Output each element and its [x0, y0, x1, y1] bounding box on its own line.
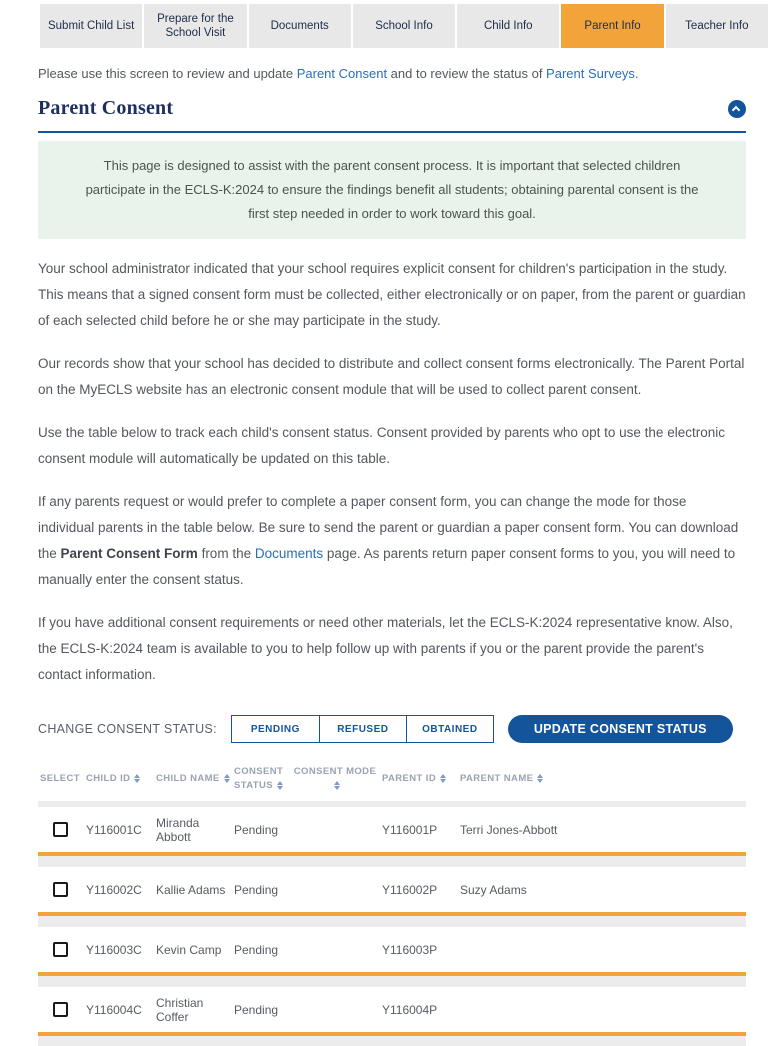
chevron-up-icon — [732, 106, 740, 114]
consent-status-header-label: CONSENT STATUS — [234, 765, 284, 791]
sort-icon — [134, 774, 140, 783]
page-content — [38, 66, 746, 1046]
sort-icon — [334, 781, 340, 790]
tab-submit-child-list[interactable]: Submit Child List — [40, 4, 142, 48]
tab-child-info[interactable]: Child Info — [457, 4, 559, 48]
parent-id-cell: Y116004P — [382, 1002, 438, 1017]
sort-icon — [277, 781, 283, 790]
documents-link[interactable]: Documents — [254, 546, 324, 561]
parent-surveys-link[interactable]: Parent Surveys — [546, 66, 635, 81]
update-consent-status-button[interactable]: UPDATE CONSENT STATUS — [508, 715, 733, 743]
child-name-cell: Christian Coffer — [156, 995, 204, 1024]
tab-parent-info[interactable]: Parent Info — [561, 4, 663, 48]
change-consent-status-label: CHANGE CONSENT STATUS: — [38, 722, 217, 736]
row-select-checkbox[interactable] — [53, 1002, 68, 1017]
child-id-header-label: CHILD ID — [86, 772, 131, 784]
column-header-child-id[interactable] — [82, 772, 152, 786]
consent-status-cell: Pending — [234, 882, 279, 897]
paragraph-paper-form — [38, 489, 746, 593]
paper-form-text-2: from the — [197, 546, 255, 561]
child-name-header-label: CHILD NAME — [156, 772, 220, 784]
column-header-parent-id[interactable] — [378, 772, 456, 786]
consent-status-cell: Pending — [234, 1002, 279, 1017]
pending-button[interactable]: PENDING — [232, 716, 319, 742]
row-select-checkbox[interactable] — [53, 942, 68, 957]
table-row — [38, 867, 746, 916]
paper-form-text-1: If any parents request or would prefer to complete a paper consent form, you can change the mode for those individual parents in the table below. Be sure to send the parent or guardian a paper consent form. You can download the — [38, 494, 739, 561]
child-id-cell: Y116003C — [86, 942, 142, 957]
consent-mode-header-label: CONSENT MODE — [293, 765, 377, 777]
parent-id-cell: Y116002P — [382, 882, 438, 897]
column-header-parent-name[interactable] — [456, 772, 746, 786]
table-row — [38, 807, 746, 856]
tab-prepare-school-visit[interactable]: Prepare for the School Visit — [144, 4, 246, 48]
sort-icon — [440, 774, 446, 783]
child-name-cell: Kallie Adams — [156, 882, 226, 897]
parent-id-cell: Y116001P — [382, 822, 438, 837]
section-header — [38, 97, 746, 133]
paragraph-electronic-collection: Our records show that your school has decided to distribute and collect consent forms electronically. The Parent Portal on the MyECLS website has an electronic consent module that will be used to collect parent consent. — [38, 356, 745, 397]
intro-text-after: . — [634, 66, 639, 81]
tab-bar — [40, 4, 768, 48]
paper-form-text-3: page. As parents return paper consent forms to you, you will need to manually enter the consent status. — [38, 546, 736, 587]
status-button-group — [231, 715, 494, 743]
child-id-cell: Y116001C — [86, 822, 142, 837]
sort-icon — [537, 774, 543, 783]
refused-button[interactable]: REFUSED — [319, 716, 406, 742]
child-id-cell: Y116002C — [86, 882, 142, 897]
parent-consent-form-label: Parent Consent Form — [60, 546, 198, 561]
info-callout: This page is designed to assist with the parent consent process. It is important that selected children participate in the ECLS-K:2024 to ensure the findings benefit all students; obtaining parental consent is the first step needed in order to work toward this goal. — [38, 141, 746, 239]
child-name-cell: Kevin Camp — [156, 942, 222, 957]
column-header-consent-status[interactable] — [230, 765, 292, 794]
row-select-checkbox[interactable] — [53, 822, 68, 837]
parent-id-header-label: PARENT ID — [382, 772, 437, 784]
table-row — [38, 987, 746, 1036]
parent-id-cell: Y116003P — [382, 942, 438, 957]
obtained-button[interactable]: OBTAINED — [406, 716, 493, 742]
table-row — [38, 927, 746, 976]
tab-documents[interactable]: Documents — [249, 4, 351, 48]
child-id-cell: Y116004C — [86, 1002, 142, 1017]
parent-consent-link[interactable]: Parent Consent — [296, 66, 388, 81]
paragraph-consent-required: Your school administrator indicated that your school requires explicit consent for children's participation in the study. This means that a signed consent form must be collected, either electronically or on paper, from the parent or guardian of each selected child before he or she may participate in the study. — [38, 261, 746, 328]
consent-table-body — [38, 801, 746, 1046]
consent-status-controls — [38, 715, 746, 743]
tab-school-info[interactable]: School Info — [353, 4, 455, 48]
child-name-cell: Miranda Abbott — [156, 815, 200, 844]
row-select-checkbox[interactable] — [53, 882, 68, 897]
paragraph-track-status: Use the table below to track each child's consent status. Consent provided by parents who opt to use the electronic consent module will automatically be updated on this table. — [38, 425, 725, 466]
intro-text — [38, 66, 746, 81]
page-title: Parent Consent — [38, 97, 174, 119]
collapse-section-button[interactable] — [728, 100, 746, 118]
parent-name-header-label: PARENT NAME — [460, 772, 534, 784]
tab-teacher-info[interactable]: Teacher Info — [666, 4, 768, 48]
paragraph-additional-requirements: If you have additional consent requirements or need other materials, let the ECLS-K:2024 representative know. Also, the ECLS-K:2024 team is available to you to help follow up with parents if you or the parent provide the parent's contact information. — [38, 615, 733, 682]
parent-name-cell: Terri Jones-Abbott — [460, 822, 558, 837]
column-header-child-name[interactable] — [152, 772, 230, 786]
consent-table-header — [38, 757, 746, 801]
column-header-select: SELECT — [40, 772, 80, 784]
consent-status-cell: Pending — [234, 942, 279, 957]
intro-text-middle: and to review the status of — [387, 66, 547, 81]
intro-text-before: Please use this screen to review and update — [38, 66, 297, 81]
consent-status-cell: Pending — [234, 822, 279, 837]
parent-name-cell: Suzy Adams — [460, 882, 527, 897]
sort-icon — [224, 774, 230, 783]
column-header-consent-mode[interactable] — [292, 765, 378, 794]
